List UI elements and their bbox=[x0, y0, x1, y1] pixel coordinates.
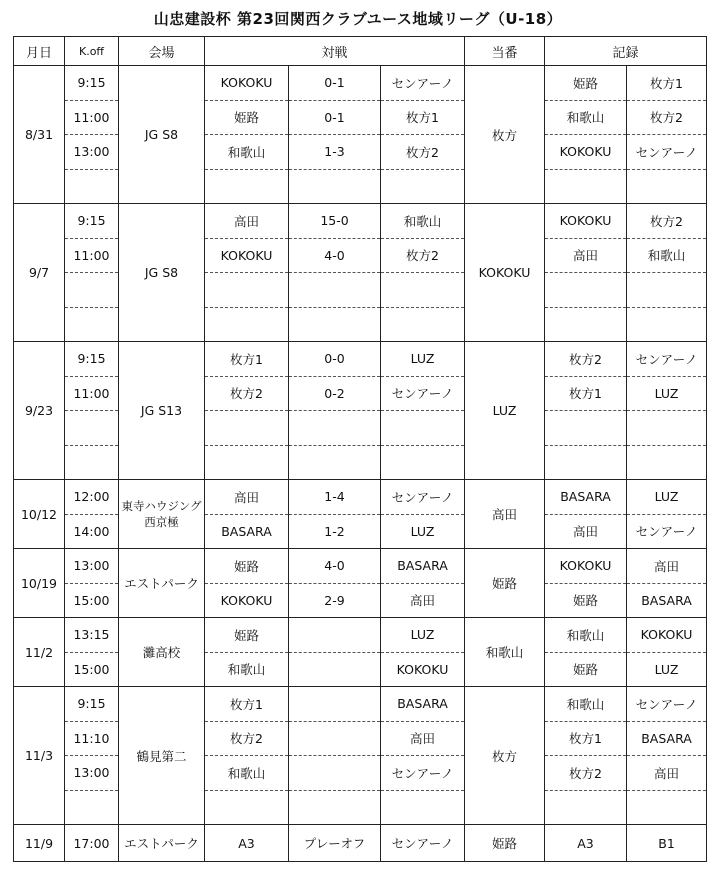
kickoff-time-cell bbox=[65, 273, 119, 308]
away-team-cell: センアーノ bbox=[381, 825, 465, 862]
kickoff-time-cell: 17:00 bbox=[65, 825, 119, 862]
home-team-cell bbox=[205, 445, 289, 480]
table-row bbox=[14, 273, 707, 308]
kickoff-time-cell bbox=[65, 411, 119, 446]
home-team-cell: 枚方2 bbox=[205, 721, 289, 756]
duty-cell: 枚方 bbox=[465, 66, 545, 204]
home-team-cell: 姫路 bbox=[205, 549, 289, 584]
score-cell bbox=[289, 445, 381, 480]
kickoff-time-cell: 12:00 bbox=[65, 480, 119, 515]
table-row bbox=[14, 411, 707, 446]
duty-cell: 姫路 bbox=[465, 825, 545, 862]
home-team-cell: 和歌山 bbox=[205, 135, 289, 170]
record-1-cell bbox=[545, 411, 627, 446]
venue-cell: 鶴見第二 bbox=[119, 687, 205, 825]
record-1-cell: 枚方2 bbox=[545, 756, 627, 791]
header-record: 記録 bbox=[545, 37, 707, 66]
score-cell bbox=[289, 687, 381, 722]
record-1-cell: 高田 bbox=[545, 238, 627, 273]
venue-cell: 灘高校 bbox=[119, 618, 205, 687]
record-2-cell bbox=[627, 273, 707, 308]
away-team-cell: 枚方1 bbox=[381, 100, 465, 135]
away-team-cell: LUZ bbox=[381, 514, 465, 549]
home-team-cell bbox=[205, 169, 289, 204]
record-2-cell: センアーノ bbox=[627, 342, 707, 377]
away-team-cell: センアーノ bbox=[381, 376, 465, 411]
duty-cell: 姫路 bbox=[465, 549, 545, 618]
kickoff-time-cell bbox=[65, 445, 119, 480]
table-row bbox=[14, 100, 707, 135]
date-cell: 11/9 bbox=[14, 825, 65, 862]
schedule-table bbox=[13, 36, 707, 862]
away-team-cell bbox=[381, 790, 465, 825]
home-team-cell: 姫路 bbox=[205, 100, 289, 135]
record-2-cell: 枚方1 bbox=[627, 66, 707, 101]
record-1-cell: 和歌山 bbox=[545, 100, 627, 135]
away-team-cell: KOKOKU bbox=[381, 652, 465, 687]
score-cell: 4-0 bbox=[289, 238, 381, 273]
venue-cell: エストパーク bbox=[119, 549, 205, 618]
duty-cell: KOKOKU bbox=[465, 204, 545, 342]
table-row bbox=[14, 307, 707, 342]
table-row bbox=[14, 445, 707, 480]
kickoff-time-cell: 13:00 bbox=[65, 756, 119, 791]
score-cell: 1-2 bbox=[289, 514, 381, 549]
record-1-cell: 姫路 bbox=[545, 583, 627, 618]
record-2-cell: LUZ bbox=[627, 652, 707, 687]
home-team-cell: KOKOKU bbox=[205, 238, 289, 273]
record-2-cell: 枚方2 bbox=[627, 204, 707, 239]
home-team-cell bbox=[205, 790, 289, 825]
table-row bbox=[14, 204, 707, 239]
kickoff-time-cell: 9:15 bbox=[65, 342, 119, 377]
record-1-cell: 和歌山 bbox=[545, 618, 627, 653]
record-2-cell: 高田 bbox=[627, 549, 707, 584]
date-cell: 10/19 bbox=[14, 549, 65, 618]
score-cell: 0-0 bbox=[289, 342, 381, 377]
kickoff-time-cell: 13:00 bbox=[65, 549, 119, 584]
kickoff-time-cell: 13:15 bbox=[65, 618, 119, 653]
away-team-cell: センアーノ bbox=[381, 480, 465, 515]
score-cell bbox=[289, 273, 381, 308]
duty-cell: 和歌山 bbox=[465, 618, 545, 687]
score-cell: 1-3 bbox=[289, 135, 381, 170]
home-team-cell: 和歌山 bbox=[205, 652, 289, 687]
venue-cell: JG S8 bbox=[119, 204, 205, 342]
table-row bbox=[14, 687, 707, 722]
away-team-cell bbox=[381, 307, 465, 342]
record-2-cell: BASARA bbox=[627, 583, 707, 618]
away-team-cell: LUZ bbox=[381, 618, 465, 653]
away-team-cell bbox=[381, 445, 465, 480]
away-team-cell: LUZ bbox=[381, 342, 465, 377]
venue-cell: 東寺ハウジング 西京極 bbox=[119, 480, 205, 549]
record-2-cell bbox=[627, 411, 707, 446]
record-1-cell: 高田 bbox=[545, 514, 627, 549]
away-team-cell: 高田 bbox=[381, 721, 465, 756]
table-row-final bbox=[14, 825, 707, 862]
table-row bbox=[14, 376, 707, 411]
kickoff-time-cell: 11:00 bbox=[65, 238, 119, 273]
home-team-cell: 枚方1 bbox=[205, 687, 289, 722]
record-1-cell: BASARA bbox=[545, 480, 627, 515]
score-cell: 1-4 bbox=[289, 480, 381, 515]
date-cell: 8/31 bbox=[14, 66, 65, 204]
header-match: 対戦 bbox=[205, 37, 465, 66]
score-cell bbox=[289, 307, 381, 342]
score-cell: 0-2 bbox=[289, 376, 381, 411]
score-cell: 2-9 bbox=[289, 583, 381, 618]
home-team-cell: 枚方2 bbox=[205, 376, 289, 411]
home-team-cell: KOKOKU bbox=[205, 583, 289, 618]
record-2-cell: 和歌山 bbox=[627, 238, 707, 273]
table-row bbox=[14, 618, 707, 653]
record-2-cell: KOKOKU bbox=[627, 618, 707, 653]
score-cell: プレーオフ bbox=[289, 825, 381, 862]
kickoff-time-cell: 11:00 bbox=[65, 100, 119, 135]
table-row bbox=[14, 721, 707, 756]
header-date: 月日 bbox=[14, 37, 65, 66]
record-2-cell: B1 bbox=[627, 825, 707, 862]
table-row bbox=[14, 652, 707, 687]
date-cell: 11/2 bbox=[14, 618, 65, 687]
date-cell: 9/23 bbox=[14, 342, 65, 480]
record-2-cell: 高田 bbox=[627, 756, 707, 791]
score-cell: 0-1 bbox=[289, 66, 381, 101]
record-1-cell: 枚方1 bbox=[545, 376, 627, 411]
record-2-cell: センアーノ bbox=[627, 135, 707, 170]
away-team-cell: BASARA bbox=[381, 549, 465, 584]
home-team-cell: A3 bbox=[205, 825, 289, 862]
record-1-cell bbox=[545, 445, 627, 480]
record-1-cell: A3 bbox=[545, 825, 627, 862]
kickoff-time-cell: 15:00 bbox=[65, 583, 119, 618]
home-team-cell: 高田 bbox=[205, 480, 289, 515]
record-2-cell: センアーノ bbox=[627, 514, 707, 549]
table-row bbox=[14, 169, 707, 204]
record-2-cell bbox=[627, 790, 707, 825]
venue-cell: JG S13 bbox=[119, 342, 205, 480]
header-duty: 当番 bbox=[465, 37, 545, 66]
record-1-cell: KOKOKU bbox=[545, 549, 627, 584]
date-cell: 9/7 bbox=[14, 204, 65, 342]
kickoff-time-cell: 11:00 bbox=[65, 376, 119, 411]
home-team-cell bbox=[205, 411, 289, 446]
home-team-cell: 姫路 bbox=[205, 618, 289, 653]
kickoff-time-cell: 9:15 bbox=[65, 204, 119, 239]
home-team-cell: 枚方1 bbox=[205, 342, 289, 377]
table-row bbox=[14, 583, 707, 618]
duty-cell: 高田 bbox=[465, 480, 545, 549]
table-row bbox=[14, 135, 707, 170]
score-cell bbox=[289, 411, 381, 446]
record-2-cell bbox=[627, 445, 707, 480]
record-2-cell: LUZ bbox=[627, 376, 707, 411]
venue-cell: JG S8 bbox=[119, 66, 205, 204]
kickoff-time-cell bbox=[65, 790, 119, 825]
record-2-cell bbox=[627, 307, 707, 342]
record-1-cell bbox=[545, 790, 627, 825]
away-team-cell bbox=[381, 411, 465, 446]
duty-cell: 枚方 bbox=[465, 687, 545, 825]
home-team-cell bbox=[205, 273, 289, 308]
kickoff-time-cell: 14:00 bbox=[65, 514, 119, 549]
home-team-cell: BASARA bbox=[205, 514, 289, 549]
date-cell: 11/3 bbox=[14, 687, 65, 825]
kickoff-time-cell: 9:15 bbox=[65, 66, 119, 101]
kickoff-time-cell bbox=[65, 307, 119, 342]
record-1-cell bbox=[545, 169, 627, 204]
kickoff-time-cell bbox=[65, 169, 119, 204]
away-team-cell: 枚方2 bbox=[381, 238, 465, 273]
date-cell: 10/12 bbox=[14, 480, 65, 549]
header-venue: 会場 bbox=[119, 37, 205, 66]
home-team-cell bbox=[205, 307, 289, 342]
record-1-cell: 姫路 bbox=[545, 66, 627, 101]
home-team-cell: 高田 bbox=[205, 204, 289, 239]
home-team-cell: KOKOKU bbox=[205, 66, 289, 101]
kickoff-time-cell: 13:00 bbox=[65, 135, 119, 170]
table-row bbox=[14, 480, 707, 515]
away-team-cell: センアーノ bbox=[381, 66, 465, 101]
score-cell: 0-1 bbox=[289, 100, 381, 135]
record-1-cell: KOKOKU bbox=[545, 204, 627, 239]
score-cell bbox=[289, 652, 381, 687]
record-1-cell: KOKOKU bbox=[545, 135, 627, 170]
venue-cell: エストパーク bbox=[119, 825, 205, 862]
table-row bbox=[14, 549, 707, 584]
away-team-cell bbox=[381, 169, 465, 204]
kickoff-time-cell: 15:00 bbox=[65, 652, 119, 687]
record-1-cell bbox=[545, 307, 627, 342]
table-row bbox=[14, 514, 707, 549]
header-koff: K.off bbox=[65, 37, 119, 66]
score-cell bbox=[289, 618, 381, 653]
record-1-cell bbox=[545, 273, 627, 308]
score-cell bbox=[289, 721, 381, 756]
score-cell: 15-0 bbox=[289, 204, 381, 239]
kickoff-time-cell: 11:10 bbox=[65, 721, 119, 756]
record-1-cell: 姫路 bbox=[545, 652, 627, 687]
table-row bbox=[14, 342, 707, 377]
away-team-cell: 和歌山 bbox=[381, 204, 465, 239]
table-row bbox=[14, 238, 707, 273]
table-row bbox=[14, 790, 707, 825]
record-2-cell bbox=[627, 169, 707, 204]
record-1-cell: 枚方1 bbox=[545, 721, 627, 756]
record-1-cell: 和歌山 bbox=[545, 687, 627, 722]
record-2-cell: LUZ bbox=[627, 480, 707, 515]
score-cell bbox=[289, 756, 381, 791]
away-team-cell: 高田 bbox=[381, 583, 465, 618]
record-1-cell: 枚方2 bbox=[545, 342, 627, 377]
score-cell: 4-0 bbox=[289, 549, 381, 584]
kickoff-time-cell: 9:15 bbox=[65, 687, 119, 722]
record-2-cell: BASARA bbox=[627, 721, 707, 756]
home-team-cell: 和歌山 bbox=[205, 756, 289, 791]
duty-cell: LUZ bbox=[465, 342, 545, 480]
score-cell bbox=[289, 169, 381, 204]
record-2-cell: 枚方2 bbox=[627, 100, 707, 135]
table-row bbox=[14, 756, 707, 791]
score-cell bbox=[289, 790, 381, 825]
page-title: 山忠建設杯 第23回関西クラブユース地域リーグ（U-18） bbox=[153, 10, 563, 28]
away-team-cell: センアーノ bbox=[381, 756, 465, 791]
record-2-cell: センアーノ bbox=[627, 687, 707, 722]
away-team-cell: BASARA bbox=[381, 687, 465, 722]
away-team-cell: 枚方2 bbox=[381, 135, 465, 170]
away-team-cell bbox=[381, 273, 465, 308]
table-row bbox=[14, 66, 707, 101]
